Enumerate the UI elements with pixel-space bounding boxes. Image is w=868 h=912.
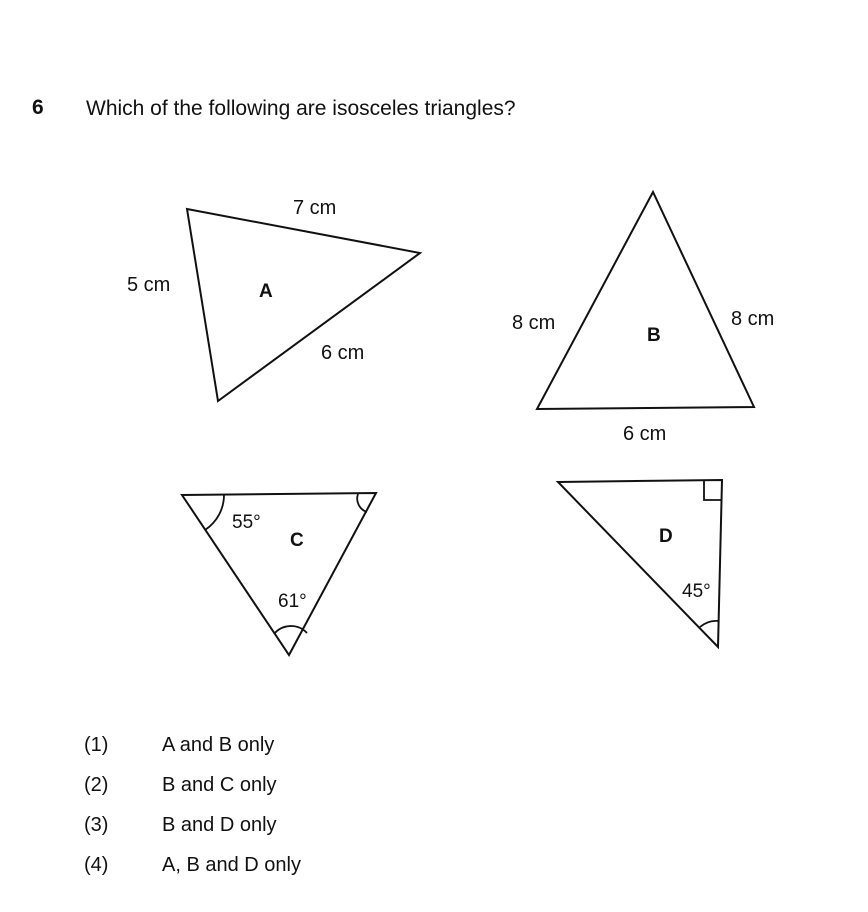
triangle-c-angle-55: 55° [232, 512, 261, 533]
option-number: (4) [84, 854, 109, 876]
triangle-b-side-base: 6 cm [623, 423, 667, 445]
triangle-a-side-top: 7 cm [293, 197, 337, 219]
triangle-b-shape [537, 192, 754, 409]
triangle-d [558, 480, 722, 647]
triangle-d-shape [558, 480, 722, 647]
triangle-c-angle-61: 61° [278, 591, 307, 612]
triangle-a-label: A [259, 281, 273, 302]
triangle-a [127, 197, 420, 401]
triangle-b-side-right: 8 cm [731, 308, 775, 330]
triangle-b [512, 192, 774, 445]
triangle-d-angle-arc [700, 621, 719, 627]
triangle-c-shape [182, 493, 376, 655]
triangle-a-side-left: 5 cm [127, 274, 171, 296]
triangle-a-side-bottom: 6 cm [321, 342, 365, 364]
triangle-c-angle-arc-top-right [357, 494, 367, 512]
option-number: (2) [84, 774, 109, 796]
option-text: A, B and D only [162, 854, 301, 876]
triangle-b-label: B [647, 325, 661, 346]
triangle-c [182, 493, 376, 655]
option-text: B and C only [162, 774, 277, 796]
triangle-a-shape [187, 209, 420, 401]
option-number: (3) [84, 814, 109, 836]
triangle-c-label: C [290, 530, 304, 551]
option-text: B and D only [162, 814, 277, 836]
triangle-d-label: D [659, 526, 673, 547]
option-text: A and B only [162, 734, 275, 756]
triangle-d-angle-45: 45° [682, 581, 711, 602]
question-number: 6 [32, 96, 44, 119]
triangle-b-side-left: 8 cm [512, 312, 556, 334]
question-text: Which of the following are isosceles triangles? [86, 97, 516, 120]
triangle-c-angle-arc-top-left [205, 494, 224, 530]
option-number: (1) [84, 734, 109, 756]
triangle-d-right-angle-marker [704, 481, 721, 500]
